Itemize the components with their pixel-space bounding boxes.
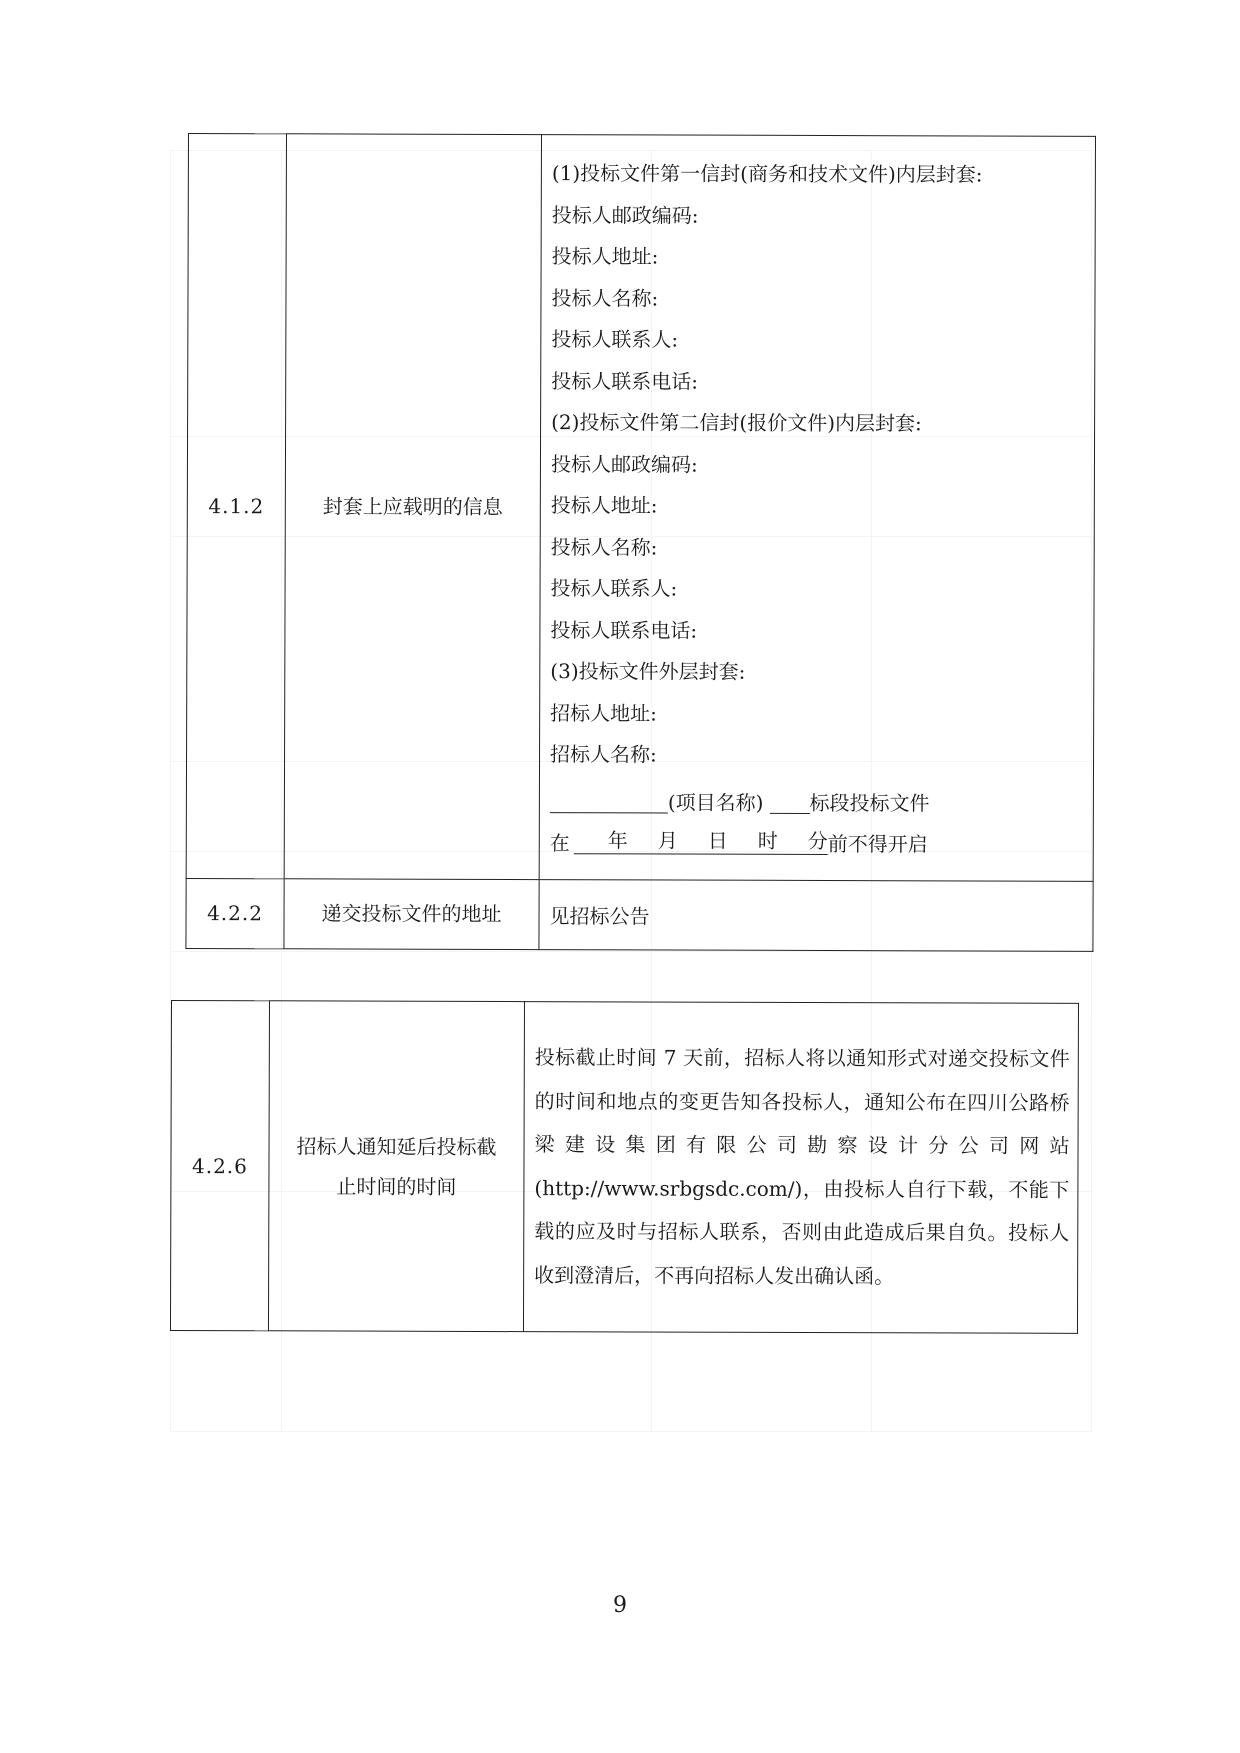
page-number: 9 [613,1593,627,1618]
content-line: 投标人联系人: [550,576,678,601]
clause-number: 4.2.2 [186,878,284,948]
time-underline [574,823,828,855]
bid-info-table [185,133,1096,951]
open-suffix: 前不得开启 [827,832,928,857]
clause-item: 递交投标文件的地址 [284,878,539,949]
clause-content [539,135,1095,881]
clause-item: 封套上应载明的信息 [284,134,541,879]
clause-number: 4.2.6 [170,1001,269,1331]
open-prefix: 在 [549,831,570,856]
project-name-line [550,782,1085,825]
content-line: (3)投标文件外层封套: [550,659,746,684]
content-line: 招标人地址: [550,700,657,725]
hour-label: 时 [757,828,778,853]
table-row [186,878,1093,951]
content-line: (1)投标文件第一信封(商务和技术文件)内层封套: [551,161,983,187]
year-label: 年 [607,828,628,853]
content-line: 投标人联系电话: [551,368,699,394]
day-label: 日 [707,828,728,853]
section-label: 标段投标文件 [809,790,930,815]
content-line: 投标人地址: [551,244,659,269]
deadline-notice-table [170,1000,1079,1334]
content-line: (2)投标文件第二信封(报价文件)内层封套: [551,410,922,436]
content-line: 投标人邮政编码: [551,202,699,228]
month-label: 月 [657,828,678,853]
content-line: 投标人名称: [551,285,659,310]
content-line: 投标人地址: [550,493,658,518]
clause-item-text: 招标人通知延后投标截止时间的时间 [296,1133,497,1199]
clause-number: 4.1.2 [186,134,286,879]
content-paragraph: 投标截止时间 7 天前，招标人将以通知形式对递交投标文件的时间和地点的变更告知各投标人，通知公布在四川公路桥梁建设集团有限公司勘察设计分公司网站(http://www.srbgsdc.com/)，由投标人自行下载，不能下载的应及时与招标人联系，否则由此造成后果自负。投标人收到澄清后，不再向招标人发出确认函。 [534,1045,1070,1288]
table-row [170,1001,1078,1334]
content-line: 投标人名称: [550,534,658,559]
project-name-label: (项目名称) [667,790,764,815]
blank-underline [550,782,668,813]
clause-content [523,1002,1078,1334]
minute-label: 分 [807,828,828,854]
blank-underline [769,782,809,813]
table-row [186,134,1095,881]
content-line: 招标人名称: [550,742,657,767]
content-line: 投标人联系电话: [550,617,698,643]
clause-content: 见招标公告 [539,879,1093,951]
clause-item [268,1001,524,1332]
content-line: 投标人联系人: [551,327,679,352]
opening-time-line [550,823,1085,866]
content-line: 投标人邮政编码: [550,451,698,477]
